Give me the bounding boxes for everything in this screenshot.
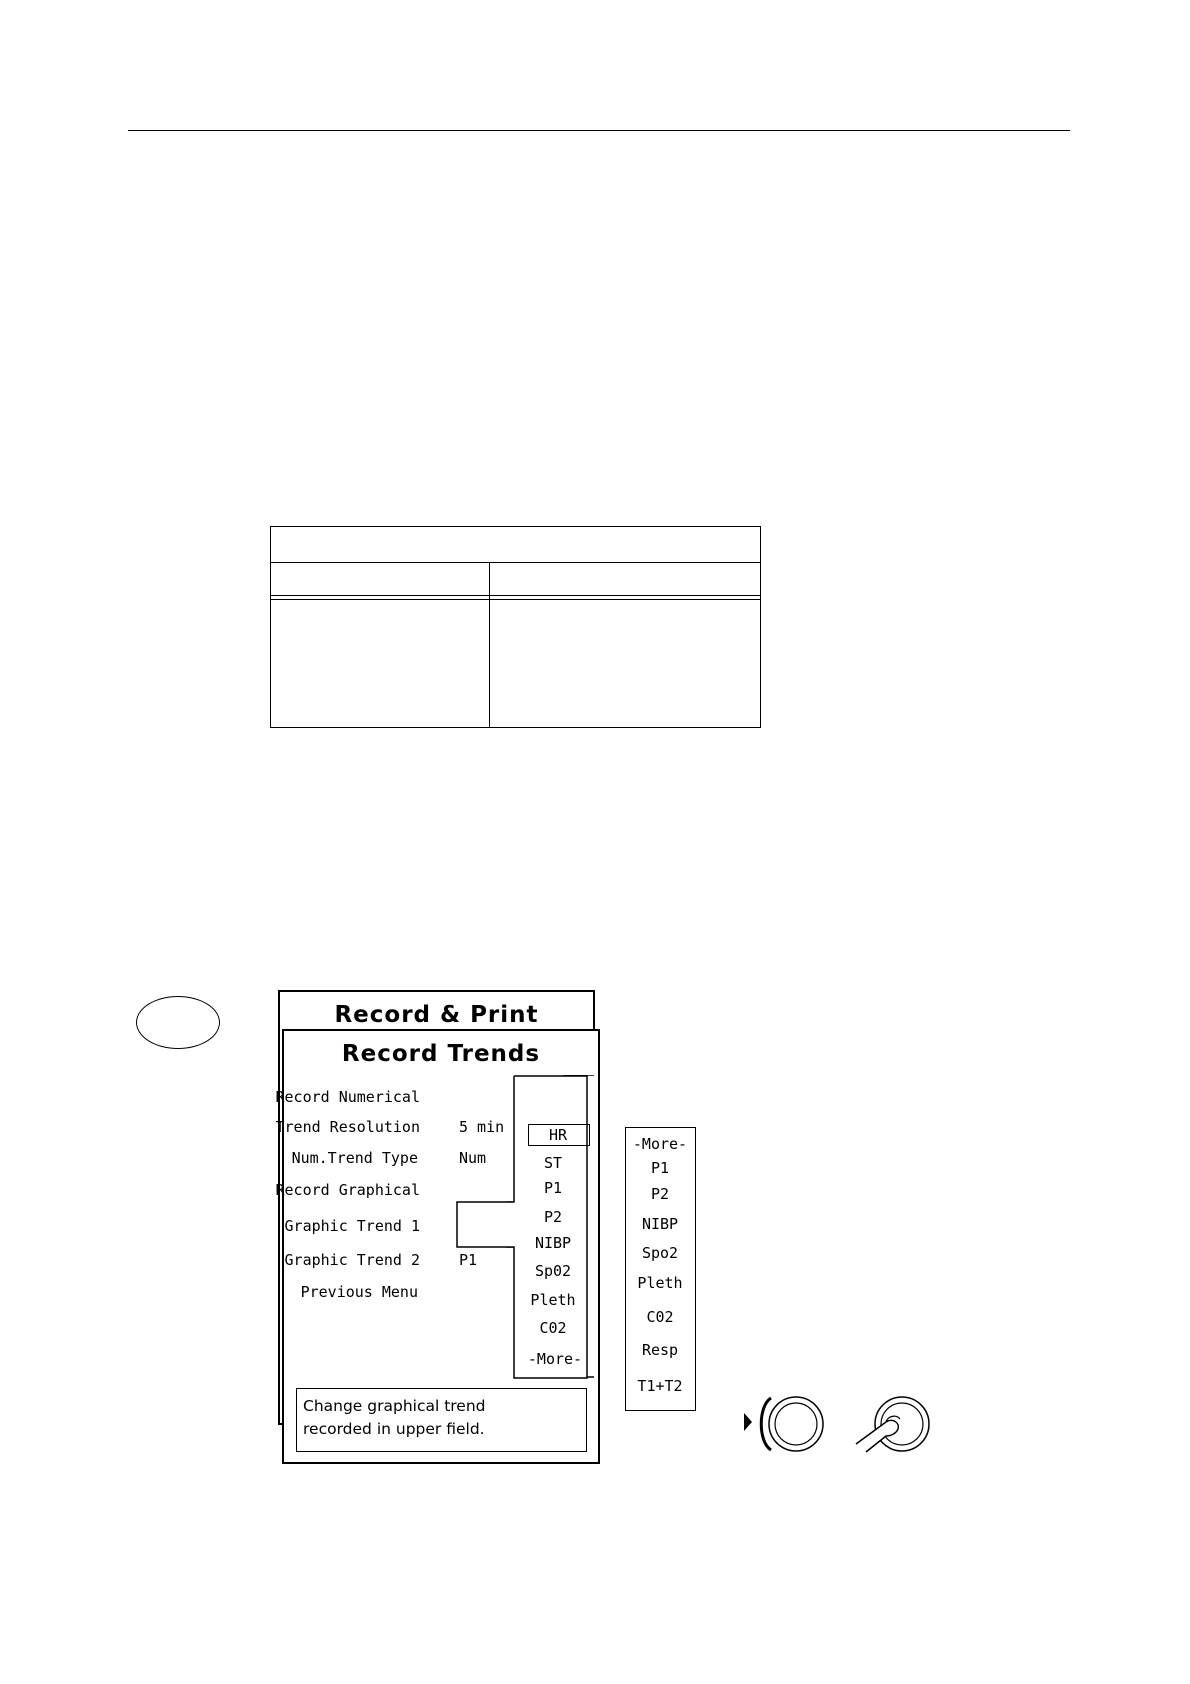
menu-item-graphic-trend-1[interactable]: Graphic Trend 1 (284, 1217, 420, 1235)
help-text-box (296, 1388, 587, 1452)
more-option-pleth[interactable]: Pleth (637, 1274, 683, 1292)
blank-table (270, 526, 761, 728)
param-option-more[interactable]: -More- (527, 1350, 583, 1368)
menu-item-num-trend-type[interactable]: Num.Trend Type (291, 1149, 418, 1167)
param-option-st[interactable]: ST (543, 1154, 563, 1172)
menu-item-record-graphical[interactable]: Record Graphical (275, 1181, 420, 1199)
param-option-c02[interactable]: C02 (539, 1319, 567, 1337)
param-option-p2[interactable]: P2 (543, 1208, 563, 1226)
more-option-resp[interactable]: Resp (641, 1341, 679, 1359)
graphic-trend-2-value: P1 (459, 1251, 478, 1269)
param-option-nibp[interactable]: NIBP (534, 1234, 572, 1252)
parameter-options (514, 1075, 594, 1380)
knob-turn-icon (740, 1392, 840, 1458)
more-option-more[interactable]: -More- (632, 1135, 688, 1153)
knob-press-icon (852, 1392, 932, 1458)
param-option-sp02[interactable]: Sp02 (534, 1262, 572, 1280)
help-text-line-2: recorded in upper field. (303, 1420, 485, 1438)
more-option-c02[interactable]: C02 (646, 1308, 674, 1326)
top-rule (128, 130, 1070, 131)
table-column-line (489, 562, 490, 727)
step-marker (136, 996, 220, 1049)
table-row-line (271, 595, 760, 596)
param-option-p1[interactable]: P1 (543, 1179, 563, 1197)
num-trend-type-value: Num (459, 1149, 487, 1167)
more-option-t1-t2[interactable]: T1+T2 (637, 1377, 683, 1395)
record-trends-title: Record Trends (341, 1041, 541, 1067)
param-option-hr[interactable]: HR (548, 1126, 568, 1144)
more-parameter-list (625, 1127, 696, 1411)
menu-item-previous-menu[interactable]: Previous Menu (300, 1283, 418, 1301)
menu-item-record-numerical[interactable]: Record Numerical (275, 1088, 420, 1106)
trend-resolution-value: 5 min (459, 1118, 505, 1136)
menu-item-graphic-trend-2[interactable]: Graphic Trend 2 (284, 1251, 420, 1269)
more-option-spo2[interactable]: Spo2 (641, 1244, 679, 1262)
more-option-p1[interactable]: P1 (650, 1159, 670, 1177)
more-option-nibp[interactable]: NIBP (641, 1215, 679, 1233)
help-text-line-1: Change graphical trend (303, 1397, 486, 1415)
table-row-line (271, 562, 760, 563)
table-row-line (271, 599, 760, 600)
more-option-p2[interactable]: P2 (650, 1185, 670, 1203)
menu-item-trend-resolution[interactable]: Trend Resolution (275, 1118, 420, 1136)
record-print-title: Record & Print (334, 1002, 539, 1028)
param-option-pleth[interactable]: Pleth (530, 1291, 576, 1309)
